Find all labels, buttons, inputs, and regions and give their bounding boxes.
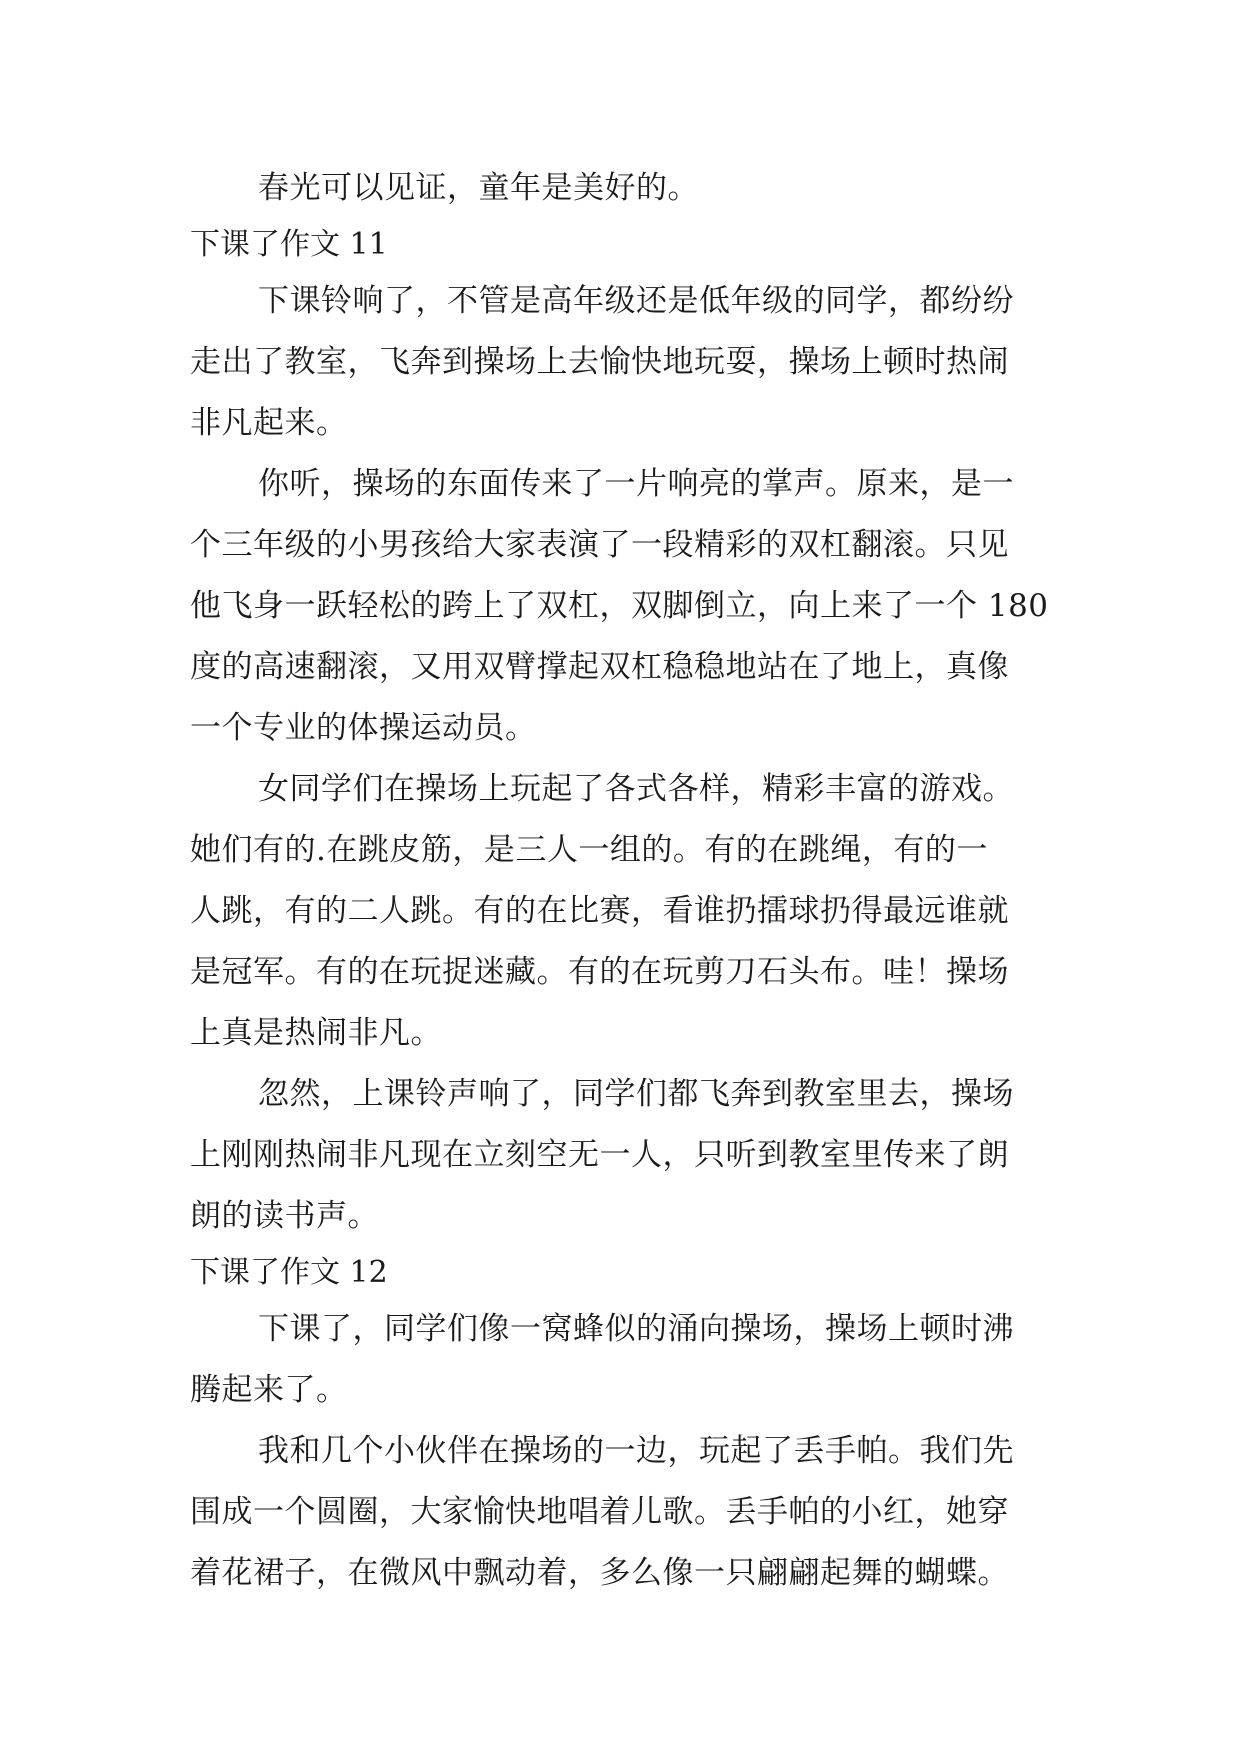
paragraph-line: 上真是热闹非凡。 [190, 1015, 442, 1051]
paragraph-line: 腾起来了。 [190, 1372, 348, 1408]
paragraph-line: 你听，操场的东面传来了一片响亮的掌声。原来，是一 [258, 466, 1014, 502]
paragraph-line: 女同学们在操场上玩起了各式各样，精彩丰富的游戏。 [258, 771, 1014, 807]
paragraph-line: 一个专业的体操运动员。 [190, 710, 537, 746]
paragraph-line: 个三年级的小男孩给大家表演了一段精彩的双杠翻滚。只见 [190, 527, 1009, 563]
paragraph-line: 下课了，同学们像一窝蜂似的涌向操场，操场上顿时沸 [258, 1311, 1014, 1347]
paragraph-line: 上刚刚热闹非凡现在立刻空无一人，只听到教室里传来了朗 [190, 1137, 1009, 1173]
paragraph-line: 围成一个圆圈，大家愉快地唱着儿歌。丢手帕的小红，她穿 [190, 1494, 1009, 1530]
document-body [190, 158, 1080, 1604]
paragraph-line: 下课铃响了，不管是高年级还是低年级的同学，都纷纷 [258, 283, 1014, 319]
paragraph-line: 非凡起来。 [190, 405, 348, 441]
paragraph-line: 忽然，上课铃声响了，同学们都飞奔到教室里去，操场 [258, 1076, 1014, 1112]
paragraph-line: 朗的读书声。 [190, 1198, 379, 1234]
paragraph-line: 她们有的.在跳皮筋，是三人一组的。有的在跳绳，有的一 [190, 832, 988, 868]
section-heading: 下课了作文 11 [190, 227, 388, 262]
paragraph-line: 他飞身一跃轻松的跨上了双杠，双脚倒立，向上来了一个 180 [190, 588, 1049, 624]
paragraph-line: 我和几个小伙伴在操场的一边，玩起了丢手帕。我们先 [258, 1433, 1014, 1469]
paragraph-line: 人跳，有的二人跳。有的在比赛，看谁扔擂球扔得最远谁就 [190, 893, 1009, 929]
paragraph-line: 走出了教室，飞奔到操场上去愉快地玩耍，操场上顿时热闹 [190, 344, 1009, 380]
paragraph-line: 度的高速翻滚，又用双臂撑起双杠稳稳地站在了地上，真像 [190, 649, 1009, 685]
paragraph-line: 春光可以见证，童年是美好的。 [258, 170, 699, 206]
section-heading: 下课了作文 12 [190, 1255, 388, 1290]
paragraph-line: 是冠军。有的在玩捉迷藏。有的在玩剪刀石头布。哇！操场 [190, 954, 1009, 990]
paragraph-line: 着花裙子，在微风中飘动着，多么像一只翩翩起舞的蝴蝶。 [190, 1555, 1009, 1591]
